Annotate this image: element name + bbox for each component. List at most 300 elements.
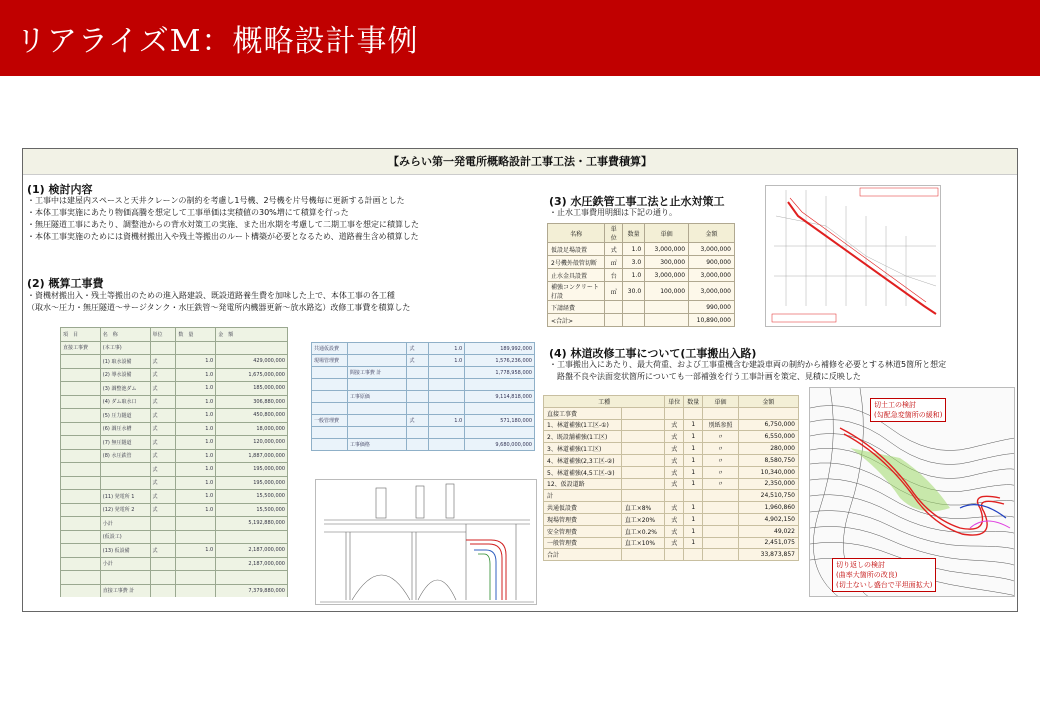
table-row xyxy=(61,584,288,597)
table-cell: 式 xyxy=(665,443,684,455)
col-header: 単価 xyxy=(703,396,739,408)
table-cell xyxy=(621,407,665,419)
table-cell xyxy=(703,513,739,525)
table-cell: 式 xyxy=(665,502,684,514)
waterproof-cost-table xyxy=(547,223,735,327)
table-cell xyxy=(621,478,665,490)
table-cell: 1,778,958,000 xyxy=(465,367,535,379)
section3-heading: (3) 水圧鉄管工事工法と止水対策工 xyxy=(549,195,725,208)
map-label-text: (曲率大箇所の改良) xyxy=(836,571,898,579)
table-cell: 式 xyxy=(150,355,176,369)
table-cell xyxy=(61,382,101,396)
table-cell xyxy=(61,503,101,517)
table-cell: 2,187,000,000 xyxy=(216,557,288,571)
col-header: 数量 xyxy=(623,224,645,243)
table-cell xyxy=(429,379,465,391)
table-cell xyxy=(312,367,348,379)
table-row xyxy=(61,436,288,450)
table-header-row xyxy=(61,328,288,342)
table-cell: 止水金具設置 xyxy=(548,269,605,282)
table-cell: 1 xyxy=(684,454,703,466)
table-cell: ㎥ xyxy=(605,282,623,301)
section4-line: 路盤不良や法面変状箇所についても一部補強を行う工事計画を策定、見積に反映した xyxy=(549,372,861,381)
table-cell: 合計 xyxy=(544,549,622,561)
col-header: 単位 xyxy=(665,396,684,408)
table-cell: 間接工事費 計 xyxy=(347,367,407,379)
table-cell: 仮設足場設置 xyxy=(548,243,605,256)
table-cell xyxy=(312,427,348,439)
table-cell: 2,350,000 xyxy=(738,478,798,490)
table-cell: 100,000 xyxy=(645,282,689,301)
table-cell xyxy=(703,537,739,549)
table-cell: 安全管理費 xyxy=(544,525,622,537)
table-cell: 1 xyxy=(684,431,703,443)
col-header: 金額 xyxy=(738,396,798,408)
section1-heading: (1) 検討内容 xyxy=(27,183,93,196)
section2-line: ・資機材搬出入・残土等搬出のための進入路建設、既設道路養生費を加味した上で、本体工事の各工種 xyxy=(27,291,395,300)
table-cell: 式 xyxy=(150,463,176,477)
structure-drawing-svg xyxy=(316,480,537,605)
table-cell xyxy=(703,549,739,561)
table-cell: 429,000,000 xyxy=(216,355,288,369)
forest-road-cost-table xyxy=(543,395,799,561)
table-cell: 2,187,000,000 xyxy=(216,544,288,558)
table-cell: 3,000,000 xyxy=(645,269,689,282)
table-row xyxy=(548,243,735,256)
table-cell: 1.0 xyxy=(429,415,465,427)
table-cell: 式 xyxy=(665,454,684,466)
table-cell xyxy=(61,490,101,504)
table-cell: 1.0 xyxy=(623,243,645,256)
table-cell: 1 xyxy=(684,443,703,455)
table-row xyxy=(544,549,799,561)
table-cell: 3.0 xyxy=(623,256,645,269)
table-row xyxy=(312,391,535,403)
table-cell xyxy=(312,403,348,415)
table-cell xyxy=(61,584,101,597)
table-cell xyxy=(176,584,216,597)
map-label-cut-slope xyxy=(870,398,946,422)
table-cell xyxy=(429,391,465,403)
table-cell: (4) ダム取水口 xyxy=(100,395,150,409)
table-row xyxy=(544,466,799,478)
table-cell: 式 xyxy=(407,415,429,427)
table-cell: 1,887,000,000 xyxy=(216,449,288,463)
table-cell: (2) 導水設備 xyxy=(100,368,150,382)
table-row xyxy=(61,382,288,396)
table-row xyxy=(61,463,288,477)
table-row xyxy=(312,355,535,367)
waterproof-cost-table-wrap xyxy=(547,223,735,327)
table-cell: 9,680,000,000 xyxy=(465,439,535,451)
table-cell: 1.0 xyxy=(176,449,216,463)
table-cell xyxy=(665,407,684,419)
table-cell: 15,500,000 xyxy=(216,503,288,517)
table-row xyxy=(312,379,535,391)
map-label-text: (勾配急変箇所の緩和) xyxy=(874,411,943,419)
table-cell xyxy=(465,379,535,391)
table-cell: 1.0 xyxy=(176,382,216,396)
table-row xyxy=(312,367,535,379)
table-cell xyxy=(347,379,407,391)
table-cell xyxy=(312,439,348,451)
table-cell: 式 xyxy=(665,513,684,525)
table-cell xyxy=(216,571,288,585)
table-cell: 直接工事費 計 xyxy=(100,584,150,597)
table-cell: 10,890,000 xyxy=(689,314,735,327)
table-cell: 1.0 xyxy=(429,343,465,355)
table-cell xyxy=(684,490,703,502)
table-cell: 8,580,750 xyxy=(738,454,798,466)
table-row xyxy=(61,395,288,409)
section1-line: ・工事中は建屋内スペースと天井クレーンの制約を考慮し1号機、2号機を片号機毎に更新する計画とした xyxy=(27,196,405,205)
table-cell: 〃 xyxy=(703,454,739,466)
table-cell xyxy=(150,584,176,597)
table-cell xyxy=(665,549,684,561)
table-cell: 2号機外殻管切断 xyxy=(548,256,605,269)
table-row xyxy=(61,422,288,436)
table-cell: 現場管理費 xyxy=(544,513,622,525)
table-cell: 3、林道補強(1工区) xyxy=(544,443,622,455)
table-cell: (12) 発電所 2 xyxy=(100,503,150,517)
table-cell xyxy=(312,391,348,403)
table-cell xyxy=(176,571,216,585)
table-cell: 式 xyxy=(150,422,176,436)
table-cell: 工事原価 xyxy=(347,391,407,403)
table-cell xyxy=(176,517,216,531)
table-cell: 単位 xyxy=(150,328,176,342)
table-cell xyxy=(703,502,739,514)
table-cell: 式 xyxy=(150,544,176,558)
table-row xyxy=(544,431,799,443)
table-row xyxy=(61,557,288,571)
table-row xyxy=(312,427,535,439)
table-row xyxy=(544,525,799,537)
table-cell: 1.0 xyxy=(176,436,216,450)
table-cell: 式 xyxy=(150,449,176,463)
table-cell: 〃 xyxy=(703,431,739,443)
section1-line: ・本体工事実施のためには資機材搬出入や残土等搬出のルート構築が必要となるため、道路養生含め積算した xyxy=(27,232,419,241)
header-band xyxy=(0,0,1040,76)
table-cell: 1.0 xyxy=(176,422,216,436)
table-cell: 1 xyxy=(684,419,703,431)
table-row xyxy=(61,355,288,369)
table-cell: 33,873,857 xyxy=(738,549,798,561)
table-cell: 式 xyxy=(605,243,623,256)
table-cell xyxy=(465,427,535,439)
table-cell xyxy=(429,427,465,439)
table-cell: 1 xyxy=(684,513,703,525)
table-row xyxy=(544,513,799,525)
table-cell: 1,576,236,000 xyxy=(465,355,535,367)
table-cell xyxy=(623,301,645,314)
table-cell: (本工事) xyxy=(100,341,150,355)
table-cell: 式 xyxy=(150,476,176,490)
table-cell: 直工×10% xyxy=(621,537,665,549)
panel-title: 【みらい第一発電所概略設計工事工法・工事費積算】 xyxy=(23,149,1017,175)
table-row xyxy=(61,449,288,463)
table-cell: (3) 調整池ダム xyxy=(100,382,150,396)
table-cell xyxy=(347,343,407,355)
table-cell: 式 xyxy=(150,436,176,450)
table-cell: 式 xyxy=(407,355,429,367)
table-cell: (5) 圧力隧道 xyxy=(100,409,150,423)
table-row xyxy=(544,537,799,549)
table-cell: 〃 xyxy=(703,466,739,478)
table-row xyxy=(548,256,735,269)
table-cell: 3,000,000 xyxy=(689,243,735,256)
table-cell: 1.0 xyxy=(176,476,216,490)
table-row xyxy=(61,368,288,382)
table-row xyxy=(61,490,288,504)
table-cell: 1.0 xyxy=(176,503,216,517)
table-cell: 一般管理費 xyxy=(312,415,348,427)
structure-drawing xyxy=(315,479,537,605)
page-title: リアライズM：概略設計事例 xyxy=(16,24,419,59)
section4-line: ・工事搬出入にあたり、最大荷重、および工事重機含む建設車両の制約から補修を必要とする林道5箇所と想定 xyxy=(549,360,947,369)
table-cell: 直工×0.2% xyxy=(621,525,665,537)
col-header: 名称 xyxy=(548,224,605,243)
table-cell: 300,000 xyxy=(645,256,689,269)
section2-line: （取水～圧力・無圧隧道～サージタンク・水圧鉄管～発電所内機器更新～放水路迄）改修工事費を積算した xyxy=(27,303,411,312)
table-cell: 1.0 xyxy=(176,395,216,409)
map-label-text: (切土ないし盛台で平坦面拡大) xyxy=(836,581,933,589)
forest-road-contour-map xyxy=(809,387,1015,597)
table-cell xyxy=(100,571,150,585)
table-row xyxy=(61,517,288,531)
table-cell xyxy=(216,341,288,355)
table-cell xyxy=(61,436,101,450)
table-cell xyxy=(61,530,101,544)
table-cell: 4、林道補強(2,3工区-②) xyxy=(544,454,622,466)
col-header: 工種 xyxy=(544,396,665,408)
table-cell xyxy=(407,403,429,415)
table-cell: 金 額 xyxy=(216,328,288,342)
table-cell xyxy=(61,517,101,531)
table-cell: 5、林道補強(4,5工区-③) xyxy=(544,466,622,478)
table-cell: 共通仮設費 xyxy=(544,502,622,514)
map-label-text: 切り返しの検討 xyxy=(836,561,885,569)
penstock-section-svg xyxy=(766,186,941,327)
table-row xyxy=(312,403,535,415)
table-row xyxy=(61,503,288,517)
table-cell: 9,114,818,000 xyxy=(465,391,535,403)
table-cell: 1.0 xyxy=(176,355,216,369)
table-row xyxy=(61,571,288,585)
table-cell: 1.0 xyxy=(176,544,216,558)
table-cell xyxy=(407,427,429,439)
col-header: 単位 xyxy=(605,224,623,243)
table-cell: 1、林道補強(1工区-①) xyxy=(544,419,622,431)
table-cell: 直接工事費 xyxy=(544,407,622,419)
table-cell: (13) 仮設備 xyxy=(100,544,150,558)
table-cell: 〃 xyxy=(703,478,739,490)
penstock-section-figure xyxy=(765,185,941,327)
table-cell: 下請経費 xyxy=(548,301,605,314)
table-row xyxy=(548,269,735,282)
table-cell xyxy=(621,490,665,502)
table-cell xyxy=(176,341,216,355)
table-cell: 式 xyxy=(150,409,176,423)
table-cell: 台 xyxy=(605,269,623,282)
construction-cost-table xyxy=(60,327,288,597)
table-cell xyxy=(407,391,429,403)
table-cell xyxy=(621,431,665,443)
table-cell: 7,379,880,000 xyxy=(216,584,288,597)
table-cell: 別紙参照 xyxy=(703,419,739,431)
table-row xyxy=(312,343,535,355)
table-cell xyxy=(61,409,101,423)
table-cell: 990,000 xyxy=(689,301,735,314)
table-cell xyxy=(150,557,176,571)
table-cell: 工事価格 xyxy=(347,439,407,451)
table-cell: 15,500,000 xyxy=(216,490,288,504)
table-cell: (7) 無圧隧道 xyxy=(100,436,150,450)
table-cell xyxy=(347,415,407,427)
table-cell xyxy=(100,463,150,477)
indirect-cost-table xyxy=(311,342,535,451)
table-cell xyxy=(150,571,176,585)
table-cell: ㎡ xyxy=(605,256,623,269)
table-cell: (11) 発電所 1 xyxy=(100,490,150,504)
section4-heading: (4) 林道改修工事について(工事搬出入路) xyxy=(549,347,757,360)
table-cell: 18,000,000 xyxy=(216,422,288,436)
table-cell xyxy=(703,490,739,502)
table-cell: 補強コンクリート打設 xyxy=(548,282,605,301)
section1-line: ・無圧隧道工事にあたり、調整池からの背水対策工の実施、また出水期を考慮して二期工事を想定に積算した xyxy=(27,220,419,229)
table-cell xyxy=(684,407,703,419)
table-cell xyxy=(61,395,101,409)
col-header: 金額 xyxy=(689,224,735,243)
table-cell: 1 xyxy=(684,525,703,537)
table-cell xyxy=(176,557,216,571)
table-row xyxy=(544,443,799,455)
table-cell xyxy=(347,355,407,367)
table-cell xyxy=(61,476,101,490)
table-cell: 1,960,860 xyxy=(738,502,798,514)
table-cell: 1.0 xyxy=(623,269,645,282)
table-row xyxy=(61,476,288,490)
table-cell xyxy=(216,530,288,544)
table-cell xyxy=(61,571,101,585)
table-row xyxy=(544,490,799,502)
table-cell: 24,510,750 xyxy=(738,490,798,502)
table-cell xyxy=(61,544,101,558)
table-cell: 1.0 xyxy=(176,463,216,477)
table-cell xyxy=(429,439,465,451)
table-cell xyxy=(176,530,216,544)
table-cell xyxy=(703,407,739,419)
table-cell xyxy=(312,379,348,391)
table-row xyxy=(548,282,735,301)
col-header: 数量 xyxy=(684,396,703,408)
table-row xyxy=(544,502,799,514)
table-cell xyxy=(621,419,665,431)
table-cell: 280,000 xyxy=(738,443,798,455)
map-label-switchback xyxy=(832,558,936,592)
table-cell: 1 xyxy=(684,466,703,478)
section3-line: ・止水工事費用明細は下記の通り。 xyxy=(549,208,677,217)
table-cell xyxy=(645,301,689,314)
table-cell: 式 xyxy=(150,490,176,504)
table-cell: 185,000,000 xyxy=(216,382,288,396)
col-header: 単価 xyxy=(645,224,689,243)
table-cell: 式 xyxy=(150,503,176,517)
table-cell xyxy=(61,449,101,463)
table-cell xyxy=(347,427,407,439)
table-cell: 1 xyxy=(684,502,703,514)
table-cell: 6,750,000 xyxy=(738,419,798,431)
table-row xyxy=(312,439,535,451)
table-cell: 直工×8% xyxy=(621,502,665,514)
table-row xyxy=(61,409,288,423)
table-cell: 195,000,000 xyxy=(216,476,288,490)
table-cell: 3,000,000 xyxy=(689,269,735,282)
table-cell: 式 xyxy=(665,478,684,490)
table-cell: 450,800,000 xyxy=(216,409,288,423)
table-cell xyxy=(61,368,101,382)
table-cell: 式 xyxy=(665,466,684,478)
table-cell: 項 目 xyxy=(61,328,101,342)
table-cell: 直工×20% xyxy=(621,513,665,525)
table-cell: 式 xyxy=(150,382,176,396)
design-case-panel xyxy=(22,148,1018,612)
table-cell: 1.0 xyxy=(429,355,465,367)
section2-heading: (2) 概算工事費 xyxy=(27,277,104,290)
table-cell: 6,550,000 xyxy=(738,431,798,443)
table-row xyxy=(544,407,799,419)
table-cell: 120,000,000 xyxy=(216,436,288,450)
table-cell xyxy=(150,517,176,531)
table-cell xyxy=(347,403,407,415)
table-cell: 一般管理費 xyxy=(544,537,622,549)
table-cell: 5,192,880,000 xyxy=(216,517,288,531)
table-cell: 式 xyxy=(665,537,684,549)
table-cell: 数 量 xyxy=(176,328,216,342)
table-row xyxy=(544,454,799,466)
table-cell: 式 xyxy=(665,525,684,537)
table-cell: 式 xyxy=(665,419,684,431)
map-label-text: 切土工の検討 xyxy=(874,401,916,409)
table-cell xyxy=(407,439,429,451)
table-row xyxy=(548,314,735,327)
table-cell: (1) 取水設備 xyxy=(100,355,150,369)
table-cell: 共通仮設費 xyxy=(312,343,348,355)
table-cell: 小計 xyxy=(100,517,150,531)
table-cell xyxy=(621,454,665,466)
indirect-cost-table-wrap xyxy=(311,342,535,470)
table-cell: 直接工事費 xyxy=(61,341,101,355)
section1-line: ・本体工事実施にあたり物価高騰を想定して工事単価は実積値の30%増にて積算を行った xyxy=(27,208,349,217)
table-cell: 名 称 xyxy=(100,328,150,342)
table-cell: 2,451,075 xyxy=(738,537,798,549)
table-row xyxy=(312,415,535,427)
table-cell xyxy=(150,341,176,355)
table-cell: 49,022 xyxy=(738,525,798,537)
table-cell: <合計> xyxy=(548,314,605,327)
table-cell: 2、既設舗補強(1工区) xyxy=(544,431,622,443)
table-cell: 1,675,000,000 xyxy=(216,368,288,382)
table-cell xyxy=(61,422,101,436)
table-cell: 571,180,000 xyxy=(465,415,535,427)
table-cell: (6) 調圧水槽 xyxy=(100,422,150,436)
table-cell: 式 xyxy=(150,368,176,382)
table-cell: 計 xyxy=(544,490,622,502)
table-cell xyxy=(407,367,429,379)
table-cell: 30.0 xyxy=(623,282,645,301)
table-cell: 3,000,000 xyxy=(689,282,735,301)
table-row xyxy=(61,544,288,558)
